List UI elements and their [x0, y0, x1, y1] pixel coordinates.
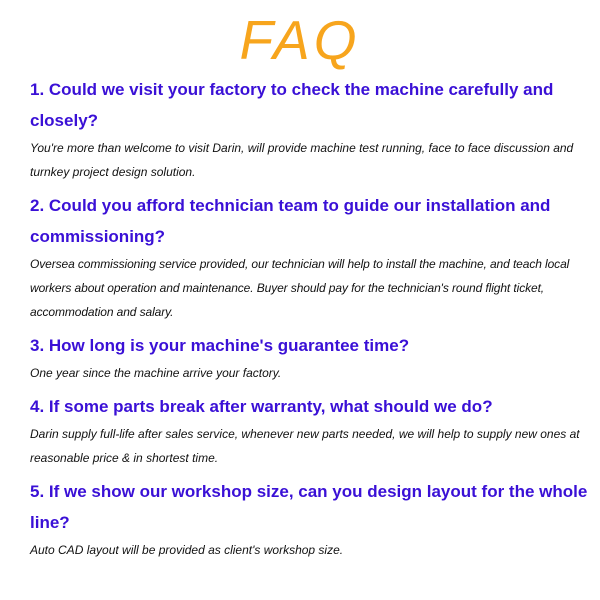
faq-question-2: 2. Could you afford technician team to guide our installation and commissioning? [30, 196, 551, 246]
faq-list [30, 74, 590, 568]
faq-item-5 [30, 476, 590, 562]
faq-item-3 [30, 330, 590, 385]
faq-item-4 [30, 391, 590, 470]
faq-question-1: 1. Could we visit your factory to check the machine carefully and closely? [30, 80, 554, 130]
faq-answer-1: You're more than welcome to visit Darin, will provide machine test running, face to face discussion and turnkey project design solution. [30, 141, 574, 179]
faq-question-3: 3. How long is your machine's guarantee time? [30, 336, 410, 355]
faq-question-5: 5. If we show our workshop size, can you design layout for the whole line? [30, 482, 588, 532]
faq-item-2 [30, 190, 590, 324]
faq-answer-5: Auto CAD layout will be provided as client's workshop size. [30, 543, 344, 557]
faq-question-4: 4. If some parts break after warranty, what should we do? [30, 397, 493, 416]
faq-answer-2: Oversea commissioning service provided, our technician will help to install the machine, and teach local workers about operation and maintenance. Buyer should pay for the technician's round flight ticket, accommodation and salary. [30, 257, 570, 319]
faq-answer-3: One year since the machine arrive your factory. [30, 366, 282, 380]
faq-item-1 [30, 74, 590, 184]
faq-answer-4: Darin supply full-life after sales service, whenever new parts needed, we will help to supply new ones at reasonable price & in shortest time. [30, 427, 580, 465]
page-title: FAQ [239, 9, 361, 71]
